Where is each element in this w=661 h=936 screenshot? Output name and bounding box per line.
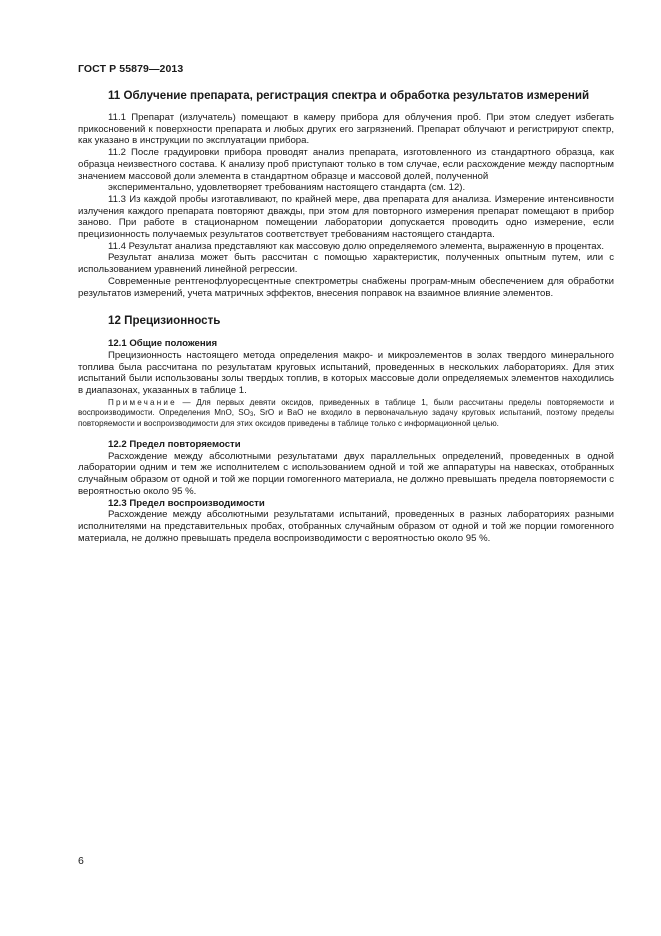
paragraph-spectrometers: Современные рентгенофлуоресцентные спектрометры снабжены програм-мным обеспечением для обработки результатов измерений, учета матричных эффектов, внесения поправок на взаимное влияние элементов.: [78, 275, 614, 299]
note-text-part2: , SrO и BaO не входило в первоначальную задачу круговых испытаний, поэтому пределы повторяемости и воспроизводимости для этих оксидов приведены в таблице только с информационной целью.: [78, 408, 614, 428]
page-number: 6: [78, 855, 84, 867]
note-12-1: [78, 398, 614, 429]
paragraph-12-3: Расхождение между абсолютными результатами испытаний, проведенных в разных лабораториях разными исполнителями на представительных пробах, отобранных случайным образом от одной и той же порции гомогенного материала, не должно превышать предела воспроизводимости с вероятностью около 95 %.: [78, 509, 614, 544]
paragraph-11-4: 11.4 Результат анализа представляют как массовую долю определяемого элемента, выраженную в процентах.: [108, 240, 605, 252]
paragraph-12-1: Прецизионность настоящего метода определения макро- и микроэлементов в золах твердого минерального топлива была рассчитана по результатам круговых испытаний, проведенных в нескольких лабораториях. Для этих испытаний были использованы золы твердых топлив, в которых массовые доли определяемых элементов находились в диапазонах, указанных в таблице 1.: [78, 349, 614, 397]
section-12-heading: 12 Прецизионность: [108, 314, 221, 328]
paragraph-12-2: Расхождение между абсолютными результатами двух параллельных определений, проведенных в одной лаборатории одним и тем же исполнителем с использованием одной и той же аппаратуры на навесках, отобранных случайным образом от одной и той же порции гомогенного материала, не должно превышать предела повторяемости с вероятностью около 95 %.: [78, 450, 614, 497]
standard-header: ГОСТ Р 55879—2013: [78, 63, 184, 75]
note-text-part1: — Для первых девяти оксидов, приведенных в таблице 1, были рассчитаны пределы повторяемости и воспроизводимости. Определения MnO, SO: [78, 397, 614, 418]
subsection-12-2-heading: 12.2 Предел повторяемости: [108, 438, 241, 450]
note-label: Примечание: [108, 397, 177, 407]
page-content: [78, 88, 614, 544]
paragraph-11-2-continuation: экспериментально, удовлетворяет требованиям настоящего стандарта (см. 12).: [108, 182, 466, 194]
section-11-heading: 11 Облучение препарата, регистрация спектра и обработка результатов измерений: [108, 89, 590, 102]
paragraph-11-1: 11.1 Препарат (излучатель) помещают в камеру прибора для облучения проб. При этом следует избегать прикосновений к поверхности препарата и любых других его загрязнений. Препарат облучают и регистрируют спектр, как указано в инструкции по эксплуатации прибора.: [78, 112, 614, 147]
subsection-12-3-heading: 12.3 Предел воспроизводимости: [108, 497, 265, 509]
paragraph-result-calculation: Результат анализа может быть рассчитан с помощью характеристик, полученных опытным путем, или с использованием уравнений линейной регрессии.: [78, 252, 614, 276]
paragraph-11-3: 11.3 Из каждой пробы изготавливают, по крайней мере, два препарата для анализа. Измерение интенсивности излучения каждого препарата повторяют дважды, при этом для повторного измерения препарат помещают в прибор заново. При работе в стационарном помещении лаборатории допускается проводить одно измерение, если прецизионность получаемых результатов соответствует требованиям настоящего стандарта.: [78, 193, 614, 241]
paragraph-11-2: 11.2 После градуировки прибора проводят анализ препарата, изготовленного из стандартного образца, как образца неизвестного состава. К анализу проб приступают только в том случае, если расхождение между паспортным значением массовой доли элемента в стандартном образце и массовой долей, полученной: [78, 147, 614, 182]
subsection-12-1-heading: 12.1 Общие положения: [108, 338, 218, 350]
note-subscript: 3: [249, 412, 254, 419]
